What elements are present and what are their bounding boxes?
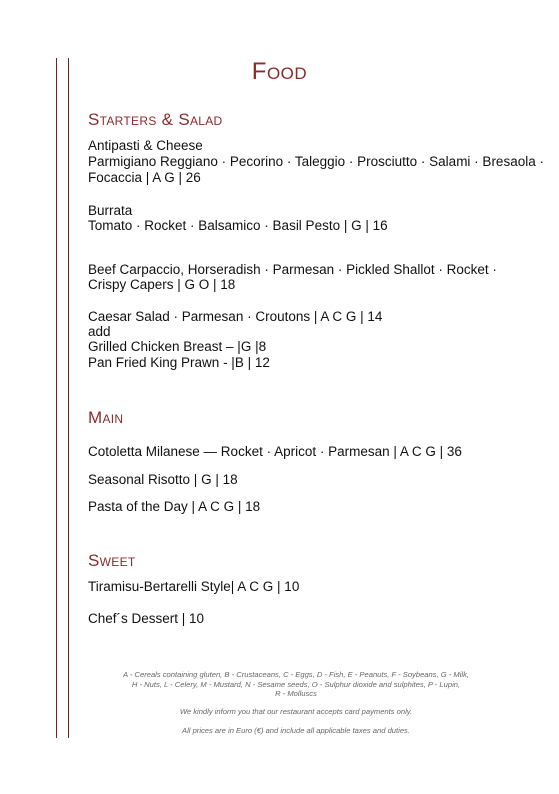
section-heading-starters: Starters & Salad xyxy=(88,110,223,129)
menu-item-description: Tomato · Rocket · Balsamico · Basil Pesto | G | 16 xyxy=(88,218,388,233)
menu-item: Pasta of the Day | A C G | 18 xyxy=(88,499,261,514)
menu-item-description: Parmigiano Reggiano · Pecorino · Taleggio · Prosciutto · Salami · Bresaola · xyxy=(88,154,544,169)
menu-item-description: add xyxy=(88,324,111,339)
page-title: Food xyxy=(251,58,308,85)
allergen-line: R - Molluscs xyxy=(275,689,317,698)
menu-item-name: Burrata xyxy=(88,203,133,218)
menu-item: Seasonal Risotto | G | 18 xyxy=(88,472,238,487)
menu-item-name: Beef Carpaccio, Horseradish · Parmesan · Pickled Shallot · Rocket · xyxy=(88,262,497,277)
card-payment-note: We kindly inform you that our restaurant accepts card payments only. xyxy=(179,707,413,716)
menu-item-addon: Pan Fried King Prawn - |B | 12 xyxy=(88,355,270,370)
menu-item: Tiramisu-Bertarelli Style| A C G | 10 xyxy=(88,579,300,594)
menu-item-description: Crispy Capers | G O | 18 xyxy=(88,277,236,292)
section-heading-main: Main xyxy=(88,408,124,427)
menu-item-name: Antipasti & Cheese xyxy=(88,138,203,153)
allergen-line: H - Nuts, L - Celery, M - Mustard, N - Sesame seeds, O - Sulphur dioxide and sulphites, P - Lupin, xyxy=(131,679,461,689)
allergen-line: A - Cereals containing gluten, B - Crustaceans, C - Eggs, D - Fish, E - Peanuts, F - Soybeans, G - Milk, xyxy=(122,670,470,679)
menu-item: Chef´s Dessert | 10 xyxy=(88,611,205,626)
price-note: All prices are in Euro (€) and include all applicable taxes and duties. xyxy=(182,726,410,735)
menu-item: Cotoletta Milanese — Rocket · Apricot · Parmesan | A C G | 36 xyxy=(88,444,462,459)
menu-item-description: Focaccia | A G | 26 xyxy=(88,170,201,185)
menu-item-name: Caesar Salad · Parmesan · Croutons | A C G | 14 xyxy=(88,309,383,324)
section-heading-sweet: Sweet xyxy=(88,551,136,570)
left-rule-inner xyxy=(68,58,69,738)
left-rule-outer xyxy=(56,58,57,738)
allergen-legend xyxy=(96,670,496,699)
menu-item-addon: Grilled Chicken Breast – |G |8 xyxy=(88,339,267,354)
